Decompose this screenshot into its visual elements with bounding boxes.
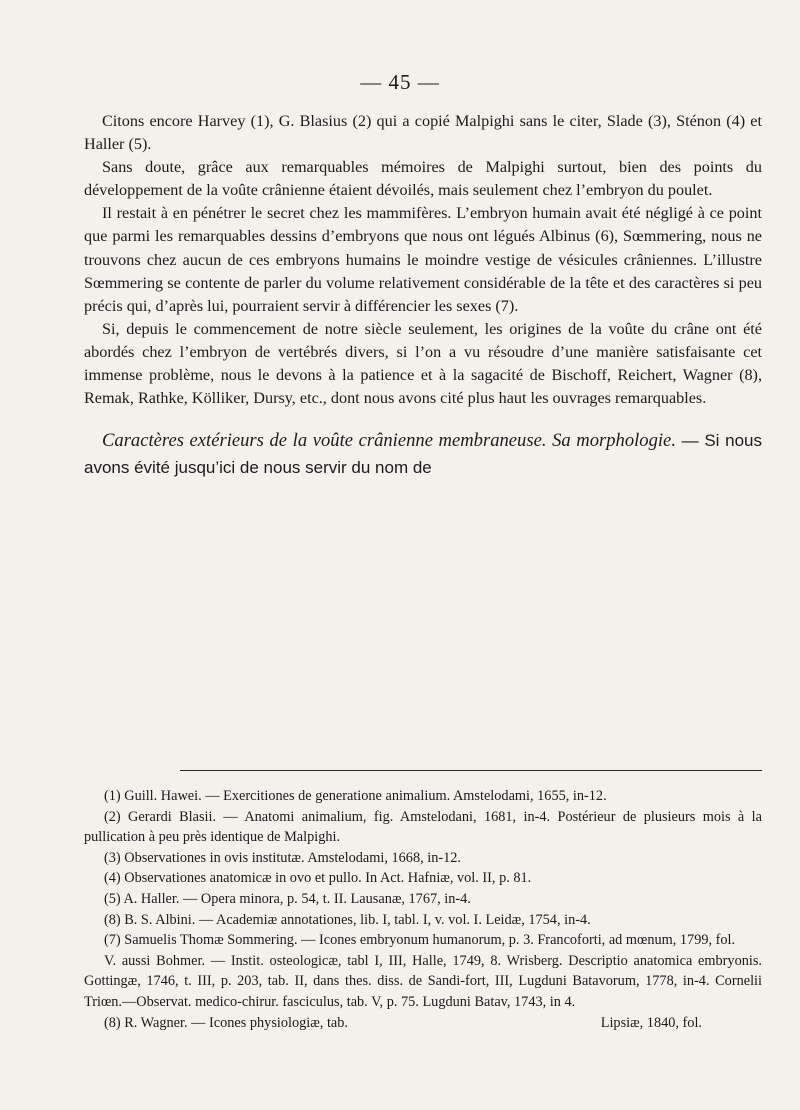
footnote-last-right: Lipsiæ, 1840, fol. [600,1014,702,1031]
footnote: (2) Gerardi Blasii. — Anatomi animalium, fig. Amstelodani, 1681, in-4. Postérieur de plusieurs mois à la pullication à peu près identique de Malpighi. [84,808,762,846]
section-continuation: — Si nous avons évité jusqu’ici de nous servir du nom de [84,431,762,478]
section-heading-line [84,427,762,481]
footnote-divider [180,770,762,771]
paragraph: Si, depuis le commencement de notre siècle seulement, les origines de la voûte du crâne ont été abordés chez l’embryon de vertébrés divers, si l’on a vu résoudre d’une manière satisfaisante cet immense problème, nous le devons à la patience et à la sagacité de Bischoff, Reichert, Wagner (8), Remak, Rathke, Kölliker, Dursy, etc., dont nous avons cité plus haut les ouvrages remarquables. [84,319,762,408]
footnote: (4) Observationes anatomicæ in ovo et pullo. In Act. Hafniæ, vol. II, p. 81. [104,870,532,887]
paragraph: Citons encore Harvey (1), G. Blasius (2) qui a copié Malpighi sans le citer, Slade (3), Sténon (4) et Haller (5). [84,112,762,154]
footnote: (7) Samuelis Thomæ Sommering. — Icones embryonum humanorum, p. 3. Francoforti, ad mœnum, 1799, fol. [104,932,736,949]
footnote: (8) B. S. Albini. — Academiæ annotationes, lib. I, tabl. I, v. vol. I. Leidæ, 1754, in-4. [104,911,591,928]
paragraph: Sans doute, grâce aux remarquables mémoires de Malpighi surtout, bien des points du développement de la voûte crânienne étaient dévoilés, mais seulement chez l’embryon du poulet. [84,158,762,200]
section-title: Caractères extérieurs de la voûte crânienne membraneuse. Sa morphologie. [102,430,676,452]
footnote: V. aussi Bohmer. — Instit. osteologicæ, tabl I, III, Halle, 1749, 8. Wrisberg. Descriptio anatomica embryonis. Gottingæ, 1746, t. III, p. 203, tab. II, dans thes. diss. de Sandi-fort, III, Lugduni Batavorum, 1778, in-4. Cornelii Triœn.—Observat. medico-chirur. fasciculus, tab. V, p. 75. Lugduni Batav, 1743, in 4. [84,952,762,1010]
footnotes [84,786,762,1033]
paragraph: Il restait à en pénétrer le secret chez les mammifères. L’embryon humain avait été négligé à ce point que parmi les remarquables dessins d’embryons que nous ont légués Albinus (6), Sœmmering, nous ne trouvons chez aucun de ces embryons humains le moindre vestige de vésicules crâniennes. L’illustre Sœmmering se contente de parler du volume relativement considérable de la tête et des caractères si peu précis qui, d’après lui, pourraient servir à différencier les sexes (7). [84,204,762,315]
footnote: (1) Guill. Hawei. — Exercitiones de generatione animalium. Amstelodami, 1655, in-12. [104,788,607,804]
footnote: (3) Observationes in ovis institutæ. Amstelodami, 1668, in-12. [104,849,462,866]
footnote: (5) A. Haller. — Opera minora, p. 54, t. II. Lausanæ, 1767, in-4. [104,890,471,907]
page-number: — 45 — [360,70,440,94]
footnote-last-left: (8) R. Wagner. — Icones physiologiæ, tab. [104,1014,348,1031]
main-text [84,110,762,481]
footnote-last [84,1013,762,1034]
